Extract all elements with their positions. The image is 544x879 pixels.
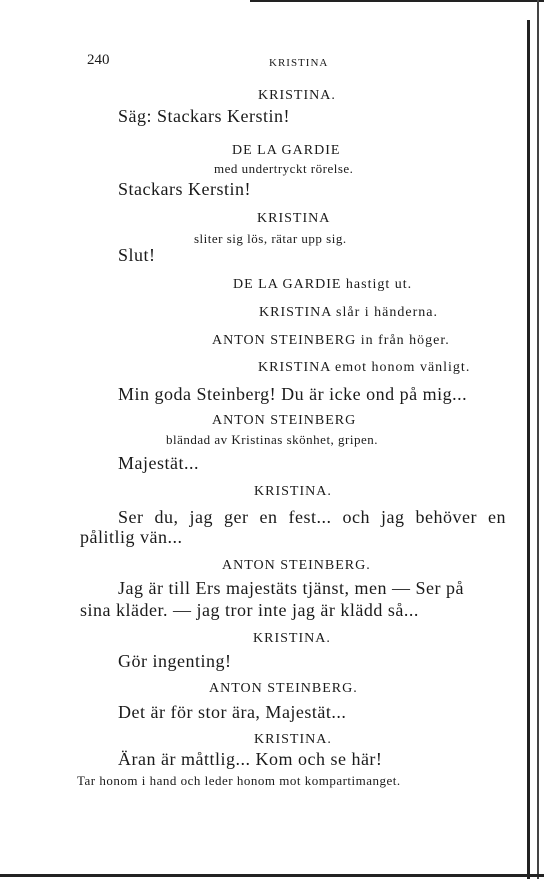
dialogue-line: pålitlig vän... [80,527,183,547]
dialogue-line: Jag är till Ers majestäts tjänst, men — Ser på [118,578,464,598]
speaker-name: KRISTINA [257,211,331,226]
speaker-name: ANTON STEINBERG [212,413,357,428]
running-head: KRISTINA [269,57,329,69]
page-edge-top [250,0,544,2]
speaker-name: ANTON STEINBERG. [209,681,358,696]
stage-direction: Tar honom i hand och leder honom mot kompartimanget. [77,773,401,788]
dialogue-line: sina kläder. — jag tror inte jag är klädd så... [80,600,419,620]
stage-direction: DE LA GARDIE hastigt ut. [233,277,413,292]
page-number: 240 [87,52,110,68]
speaker-name: KRISTINA. [258,88,336,103]
page-edge-bottom [0,874,544,877]
stage-direction: med undertryckt rörelse. [214,161,354,176]
dialogue-line: Min goda Steinberg! Du är icke ond på mig... [118,384,468,404]
scan-edge-right [537,0,539,879]
speaker-name: DE LA GARDIE [232,143,341,158]
stage-direction: bländad av Kristinas skönhet, gripen. [166,432,379,447]
stage-direction: KRISTINA emot honom vänligt. [258,360,471,375]
stage-direction: KRISTINA slår i händerna. [259,305,438,320]
speaker-name: ANTON STEINBERG. [222,558,371,573]
dialogue-line: Slut! [118,245,156,265]
stage-direction: ANTON STEINBERG in från höger. [212,333,450,348]
dialogue-line: Majestät... [118,453,199,473]
dialogue-line: Stackars Kerstin! [118,179,251,199]
page-edge-right [527,20,530,879]
dialogue-line: Ser du, jag ger en fest... och jag behöver en [118,507,506,527]
dialogue-line: Gör ingenting! [118,651,232,671]
stage-direction: sliter sig lös, rätar upp sig. [194,231,347,246]
speaker-name: KRISTINA. [254,484,332,499]
dialogue-line: Det är för stor ära, Majestät... [118,702,347,722]
dialogue-line: Äran är måttlig... Kom och se här! [118,749,383,769]
speaker-name: KRISTINA. [253,631,331,646]
speaker-name: KRISTINA. [254,732,332,747]
dialogue-line: Säg: Stackars Kerstin! [118,106,290,126]
